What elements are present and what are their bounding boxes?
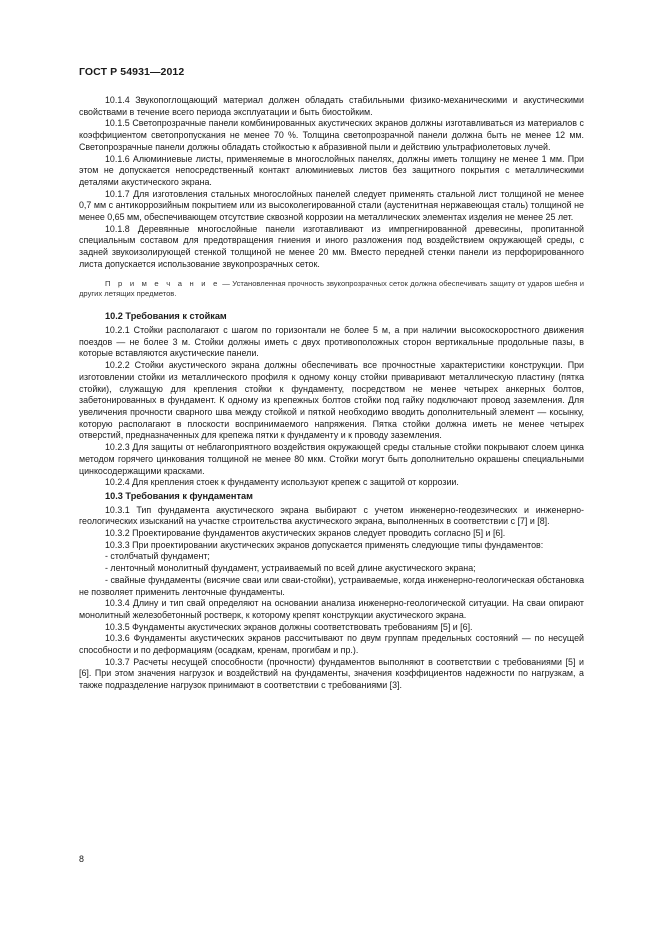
paragraph-10-3-1: 10.3.1 Тип фундамента акустического экрана выбирают с учетом инженерно-геодезических и инженерно-геологических изысканий на участке строительства акустического экрана, выполненных в соответствии с [7] и [8].: [79, 504, 584, 527]
list-item-foundation-3: - свайные фундаменты (висячие сваи или сваи-стойки), устраиваемые, когда инженерно-геологическая обстановка не позволяет применить ленточные фундаменты.: [79, 574, 584, 597]
paragraph-10-3-7: 10.3.7 Расчеты несущей способности (прочности) фундаментов выполняют в соответствии с требованиями [5] и [6]. При этом значения нагрузок и воздействий на фундаменты, значения коэффициентов надежности по нагрузкам, а также подразделение нагрузок принимают в соответствии с требованиями [3].: [79, 656, 584, 691]
paragraph-10-3-3: 10.3.3 При проектировании акустических экранов допускается применять следующие типы фундаментов:: [105, 539, 544, 550]
paragraph-10-3-2: 10.3.2 Проектирование фундаментов акустических экранов следует проводить согласно [5] и [6].: [105, 528, 506, 539]
note-label: П р и м е ч а н и е: [105, 278, 220, 288]
paragraph-10-2-4: 10.2.4 Для крепления стоек к фундаменту используют крепеж с защитой от коррозии.: [105, 477, 459, 488]
paragraph-10-3-6: 10.3.6 Фундаменты акустических экранов рассчитывают по двум группам предельных состояний — по несущей способности и по деформациям (осадкам, кренам, прогибам и пр.).: [79, 633, 584, 656]
paragraph-10-2-1: 10.2.1 Стойки располагают с шагом по горизонтали не более 5 м, а при наличии высокоскоростного движения поездов — не более 3 м. Стойки должны иметь с двух противоположных сторон вертикальные продольные пазы, в которые вставляются акустические панели.: [79, 325, 584, 359]
document-header: ГОСТ Р 54931—2012: [79, 66, 185, 78]
list-item-foundation-2: - ленточный монолитный фундамент, устраиваемый по всей длине акустического экрана;: [105, 563, 476, 574]
note: [79, 279, 584, 300]
paragraph-10-2-3: 10.2.3 Для защиты от неблагоприятного воздействия окружающей среды стальные стойки покрывают слоем цинка методом горячего цинкования толщиной не менее 80 мкм. Стойки могут быть дополнительно окрашены специальными цинкосодержащими красками.: [79, 442, 584, 476]
paragraph-10-1-6: 10.1.6 Алюминиевые листы, применяемые в многослойных панелях, должны иметь толщину не менее 1 мм. При этом не допускается непосредственный контакт алюминиевых листов без защитного покрытия с металлическими деталями акустического экрана.: [79, 153, 584, 187]
paragraph-10-1-4: 10.1.4 Звукопоглощающий материал должен обладать стабильными физико-механическими и акустическими свойствами в течение всего периода эксплуатации и быть биостойким.: [79, 95, 584, 117]
page-number: 8: [79, 854, 84, 864]
document-body: [79, 95, 584, 692]
paragraph-10-1-8: 10.1.8 Деревянные многослойные панели изготавливают из импрегнированной древесины, пропитанной специальным составом для предотвращения гниения и иного разложения под воздействием окружающей среды, с задней звукоизолирующей стенкой толщиной не менее 20 мм. Вместо передней стенки панели из перфорированного листа допускается использование звукопрозрачных сеток.: [79, 223, 584, 269]
heading-10-3: 10.3 Требования к фундаментам: [105, 490, 253, 501]
paragraph-10-2-2: 10.2.2 Стойки акустического экрана должны обеспечивать все прочностные характеристики конструкции. При изготовлении стойки из металлического профиля к одному концу стойки приваривают металлическую пластину (пятка стойки), служащую для крепления стойки к фундаменту, посредством не менее четырех анкерных болтов, забетонированных в фундамент. К одному из крепежных болтов стойки под гайку подключают провод заземления. Для увеличения прочности сварного шва между стойкой и пяткой необходимо вводить дополнительный элемент — косынку, которую располагают в плоскости воспринимаемого напряжения. Пятка стойки должна иметь не менее четырех отверстий, предназначенных для крепежа пятки к фундаменту и к проводу заземления.: [79, 360, 584, 441]
paragraph-10-1-7: 10.1.7 Для изготовления стальных многослойных панелей следует применять стальной лист толщиной не менее 0,7 мм с антикоррозийным покрытием или из высоколегированной стали (аустенитная нержавеющая сталь) толщиной не менее 0,65 мм, обеспечивающем отсутствие сквозной коррозии на металлических элементах изделия не менее 25 лет.: [79, 188, 584, 223]
paragraph-10-3-4: 10.3.4 Длину и тип свай определяют на основании анализа инженерно-геологической ситуации. На сваи опирают монолитный железобетонный ростверк, к которому крепят конструкции акустического экрана.: [79, 598, 584, 620]
paragraph-10-1-5: 10.1.5 Светопрозрачные панели комбинированных акустических экранов должны изготавливаться из материалов с коэффициентом светопропускания не менее 70 %. Толщина светопрозрачной панели должна быть не менее 12 мм. Светопрозрачные панели должны обладать стойкостью к абразивной пыли и действию ультрафиолетовых лучей.: [79, 118, 584, 152]
paragraph-10-3-5: 10.3.5 Фундаменты акустических экранов должны соответствовать требованиям [5] и [6].: [105, 621, 473, 632]
heading-10-2: 10.2 Требования к стойкам: [105, 311, 227, 322]
list-item-foundation-1: - столбчатый фундамент;: [105, 551, 210, 562]
note-text: — Установленная прочность звукопрозрачных сеток должна обеспечивать защиту от ударов шебня и других летящих предметов.: [79, 278, 585, 298]
